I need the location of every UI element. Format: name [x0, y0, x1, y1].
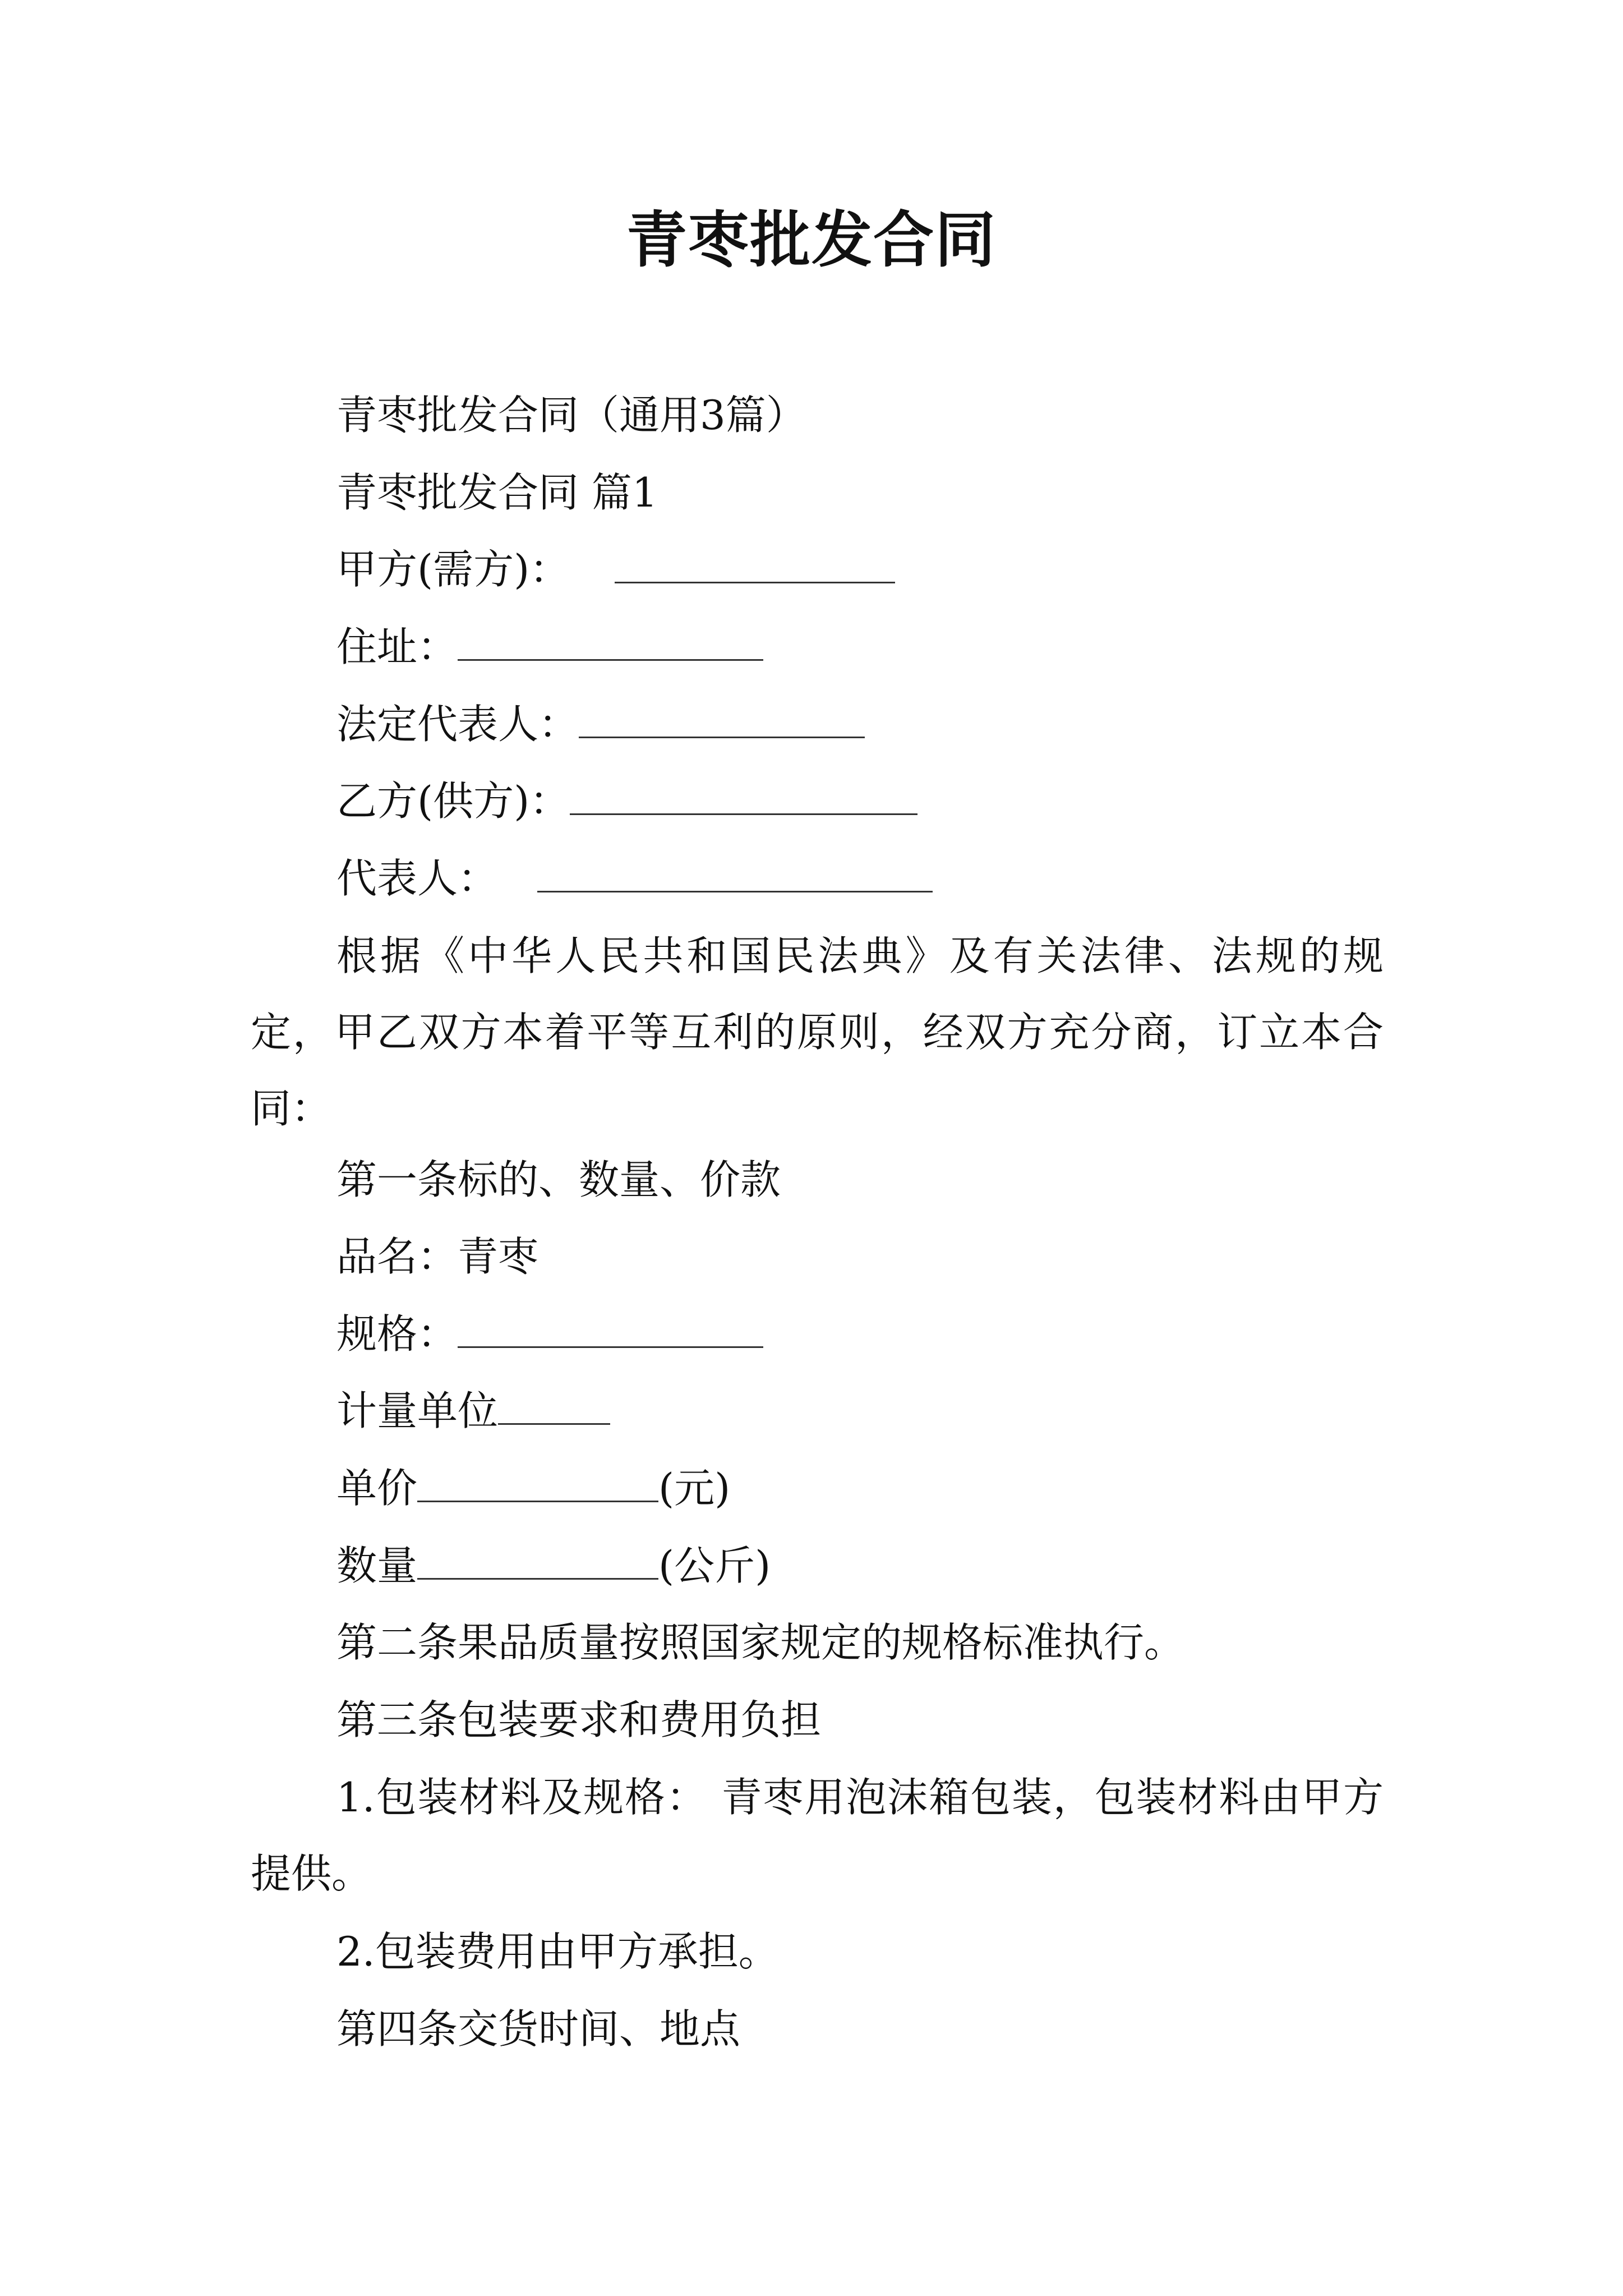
- packaging-item-1: 1.包装材料及规格： 青枣用泡沫箱包装，包装材料由甲方提供。: [251, 1774, 1384, 1897]
- quantity-row: [336, 1538, 771, 1594]
- unit-label: 计量单位: [336, 1387, 499, 1434]
- party-a-blank: [615, 547, 895, 583]
- article2: 第二条果品质量按照国家规定的规格标准执行。: [336, 1619, 1185, 1666]
- spec-blank: [458, 1312, 763, 1348]
- article4-heading: 第四条交货时间、地点: [336, 2005, 741, 2053]
- section-heading: 青枣批发合同 篇1: [336, 469, 658, 516]
- article3-heading: 第三条包装要求和费用负担: [336, 1696, 822, 1743]
- spec-label: 规格：: [336, 1310, 458, 1358]
- legal-rep-row: [336, 696, 865, 752]
- party-b-label: 乙方(供方)：: [336, 777, 570, 825]
- quantity-label: 数量: [336, 1542, 418, 1589]
- price-row: [336, 1460, 730, 1516]
- address-blank: [458, 624, 763, 661]
- price-unit: (元): [658, 1465, 731, 1512]
- unit-row: [336, 1383, 610, 1439]
- spec-row: [336, 1306, 763, 1362]
- address-row: [336, 619, 763, 675]
- price-label: 单价: [336, 1465, 418, 1512]
- unit-blank: [498, 1388, 610, 1425]
- address-label: 住址：: [336, 623, 458, 670]
- legal-rep-label: 法定代表人：: [336, 701, 579, 748]
- article1-heading: 第一条标的、数量、价款: [336, 1156, 781, 1203]
- price-blank: [417, 1466, 658, 1502]
- party-b-blank: [570, 779, 917, 815]
- document-subtitle: 青枣批发合同（通用3篇）: [336, 392, 806, 439]
- quantity-unit: (公斤): [658, 1542, 771, 1589]
- product-name: 品名：青枣: [336, 1233, 539, 1280]
- representative-blank: [537, 856, 933, 892]
- representative-label: 代表人：: [336, 855, 499, 902]
- party-b-row: [336, 773, 917, 829]
- document-title: 青枣批发合同: [626, 205, 997, 275]
- quantity-blank: [417, 1543, 658, 1580]
- legal-rep-blank: [579, 702, 865, 738]
- party-a-row: [336, 541, 895, 597]
- party-a-label: 甲方(需方)：: [336, 546, 570, 593]
- packaging-item-2: 2.包装费用由甲方承担。: [336, 1928, 779, 1975]
- representative-row: [336, 850, 933, 907]
- preamble-paragraph: 根据《中华人民共和国民法典》及有关法律、法规的规定，甲乙双方本着平等互利的原则，经双方充分商，订立本合同：: [251, 932, 1384, 1132]
